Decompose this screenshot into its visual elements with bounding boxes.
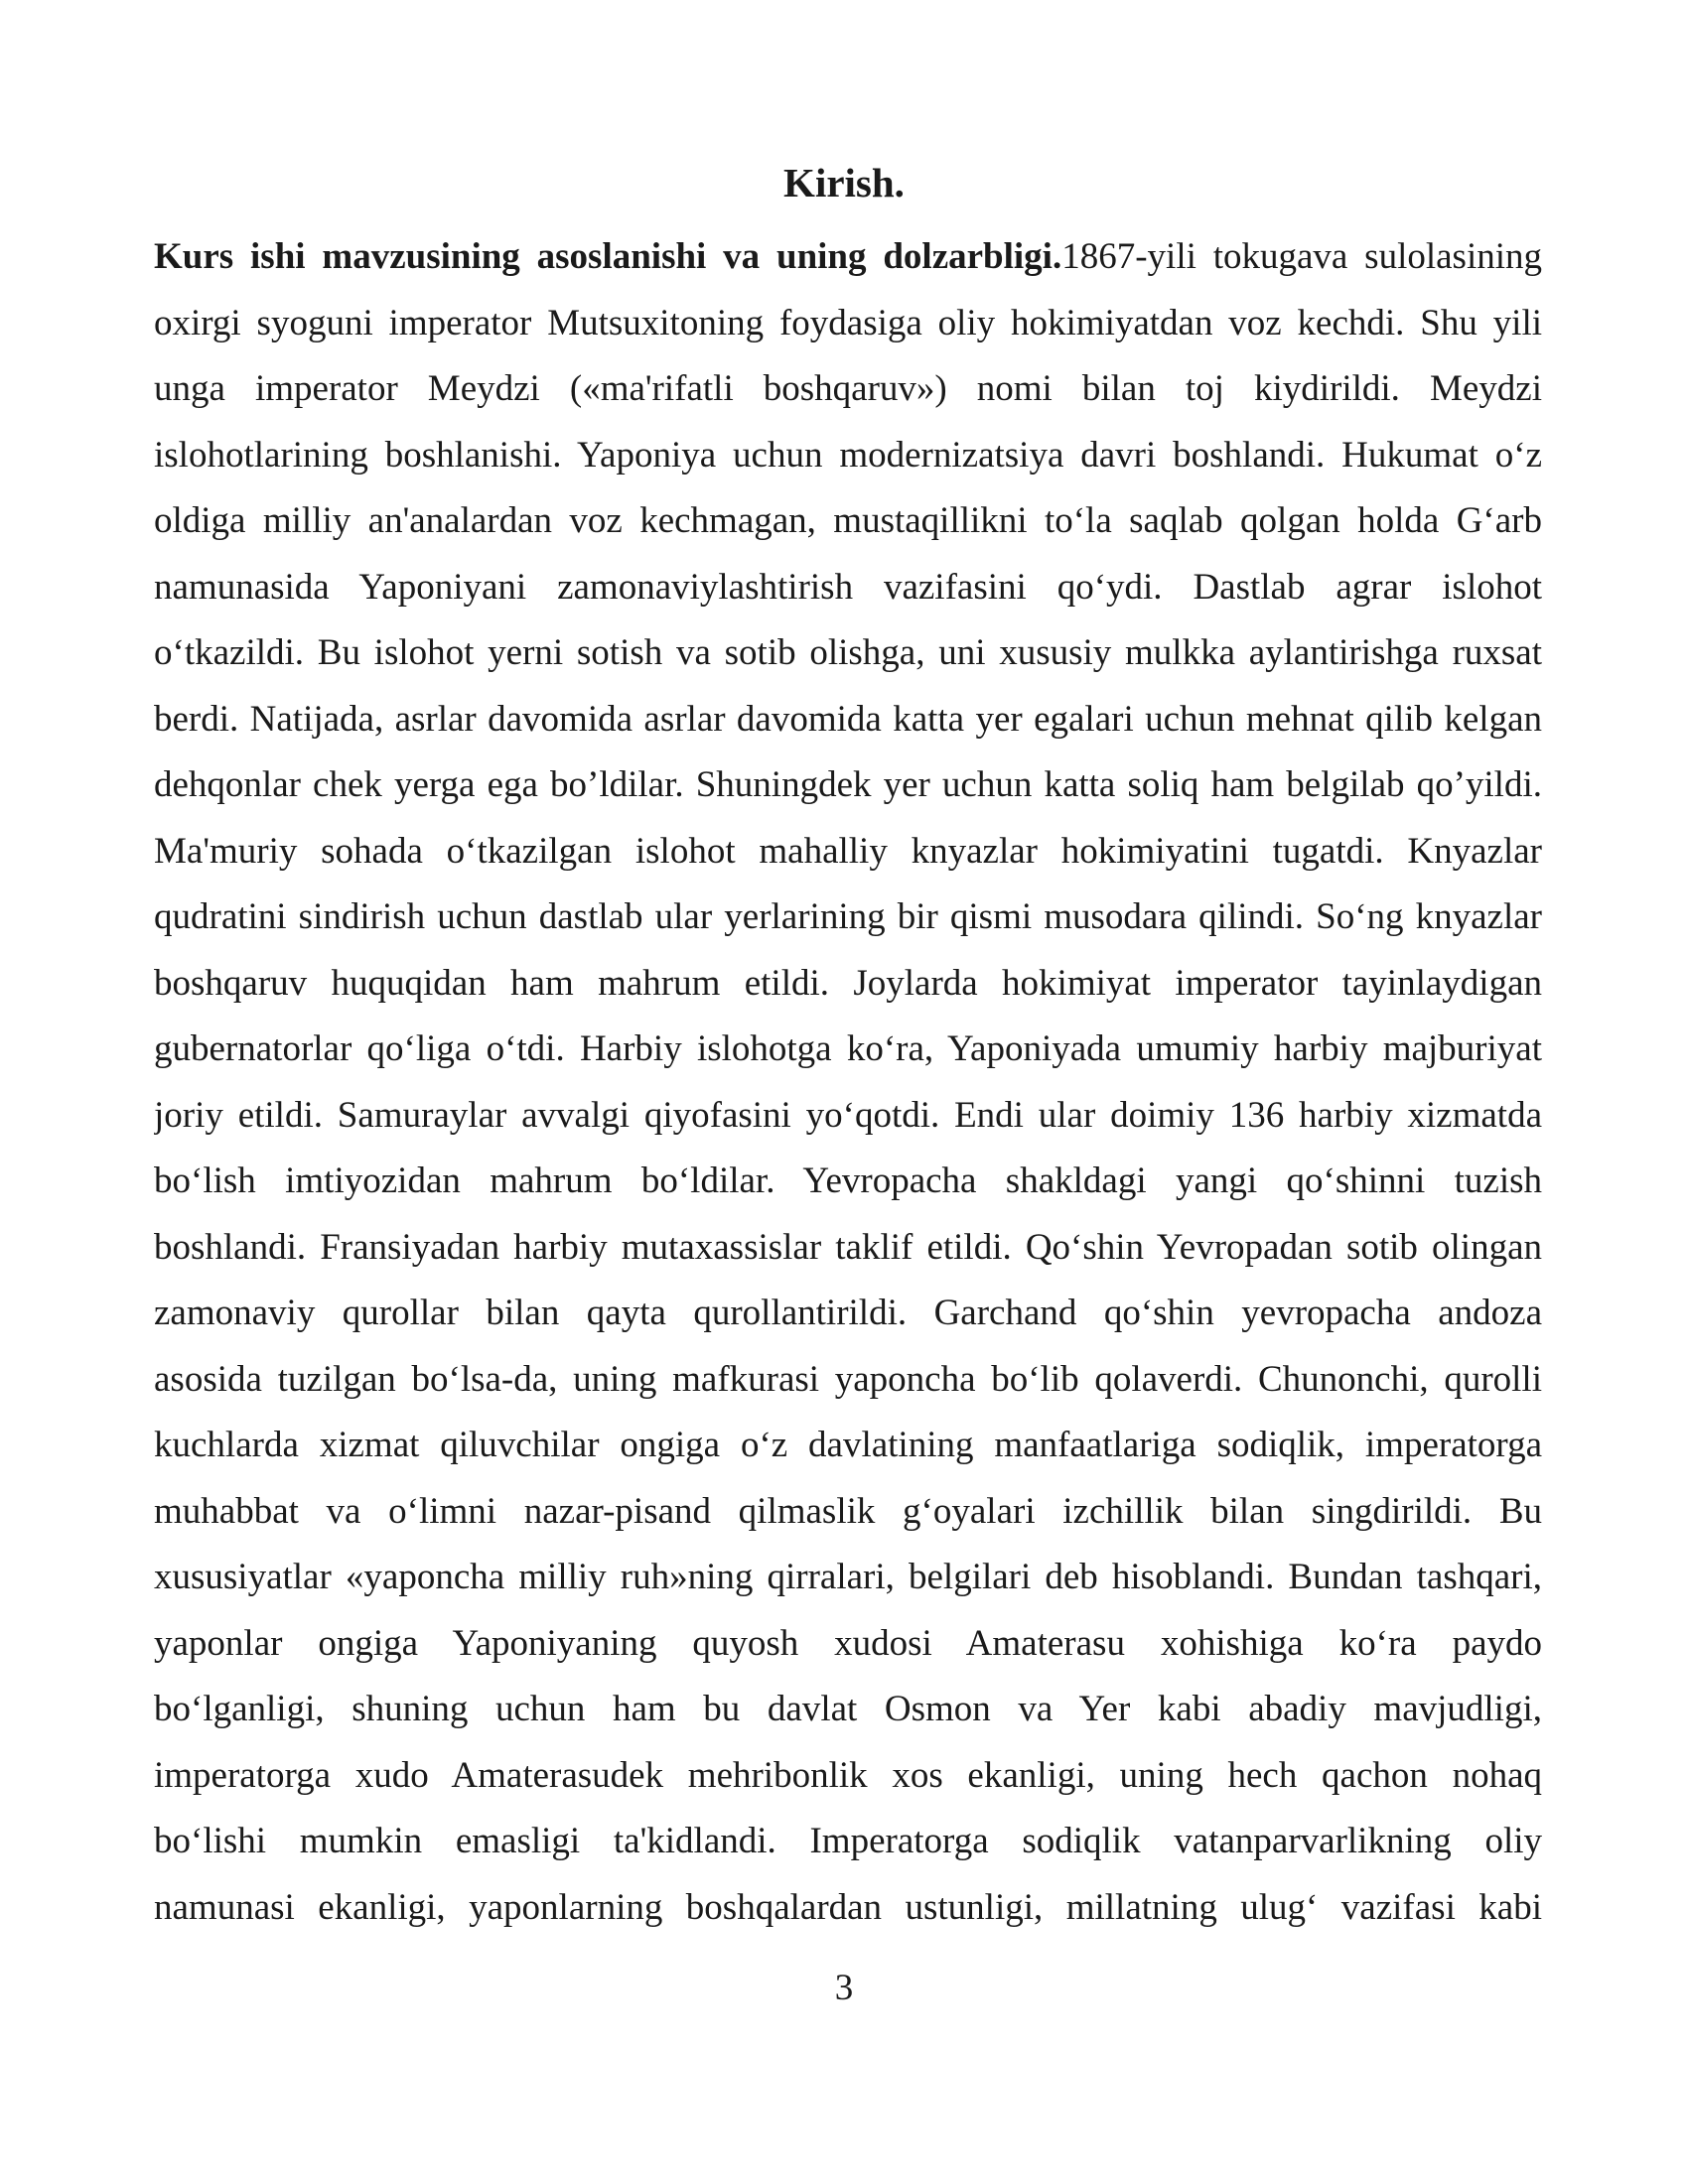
text-line: yaponlar ongiga Yaponiyaning quyosh xudosi Amaterasu xohishiga ko‘ra paydo xyxy=(154,1622,1542,1664)
text-line: bo‘lish imtiyozidan mahrum bo‘ldilar. Yevropacha shakldagi yangi qo‘shinni tuzish xyxy=(154,1160,1542,1201)
text-line: unga imperator Meydzi («ma'rifatli boshqaruv») nomi bilan toj kiydirildi. Meydzi xyxy=(154,368,1542,409)
text-line: Ma'muriy sohada o‘tkazilgan islohot mahalliy knyazlar hokimiyatini tugatdi. Knyazlar xyxy=(154,830,1542,872)
lead-text: 1867-yili tokugava sulolasining xyxy=(1061,236,1542,277)
text-line: o‘tkazildi. Bu islohot yerni sotish va sotib olishga, uni xususiy mulkka aylantirishga ruxsat xyxy=(154,632,1542,673)
text-line: xususiyatlar «yaponcha milliy ruh»ning qirralari, belgilari deb hisoblandi. Bundan tashqari, xyxy=(154,1557,1542,1597)
text-line: gubernatorlar qo‘liga o‘tdi. Harbiy islohotga ko‘ra, Yaponiyada umumiy harbiy majburiyat xyxy=(154,1028,1542,1069)
text-line: islohotlarining boshlanishi. Yaponiya uchun modernizatsiya davri boshlandi. Hukumat o‘z xyxy=(154,434,1542,476)
text-line: oxirgi syoguni imperator Mutsuxitoning foydasiga oliy hokimiyatdan voz kechdi. Shu yili xyxy=(154,302,1542,343)
text-line: muhabbat va o‘limni nazar-pisand qilmaslik g‘oyalari izchillik bilan singdirildi. Bu xyxy=(154,1490,1542,1532)
text-line: bo‘lganligi, shuning uchun ham bu davlat Osmon va Yer kabi abadiy mavjudligi, xyxy=(154,1689,1542,1729)
text-line: boshqaruv huquqidan ham mahrum etildi. Joylarda hokimiyat imperator tayinlaydigan xyxy=(154,962,1542,1004)
page-number: 3 xyxy=(834,1968,854,2008)
text-line: oldiga milliy an'analardan voz kechmagan, mustaqillikni to‘la saqlab qolgan holda G‘arb xyxy=(154,500,1542,541)
body-paragraph xyxy=(154,224,1542,1941)
text-line: joriy etildi. Samuraylar avvalgi qiyofasini yo‘qotdi. Endi ular doimiy 136 harbiy xizmatda xyxy=(154,1094,1542,1136)
page-title: Kirish. xyxy=(783,160,905,205)
text-line: imperatorga xudo Amaterasudek mehribonlik xos ekanligi, uning hech qachon nohaq xyxy=(154,1754,1542,1796)
text-line: berdi. Natijada, asrlar davomida asrlar davomida katta yer egalari uchun mehnat qilib kelgan xyxy=(154,698,1542,740)
text-line xyxy=(154,224,1542,291)
text-line: bo‘lishi mumkin emasligi ta'kidlandi. Imperatorga sodiqlik vatanparvarlikning oliy xyxy=(154,1821,1542,1861)
text-line: zamonaviy qurollar bilan qayta qurollantirildi. Garchand qo‘shin yevropacha andoza xyxy=(154,1293,1542,1333)
text-line: kuchlarda xizmat qiluvchilar ongiga o‘z davlatining manfaatlariga sodiqlik, imperatorga xyxy=(154,1425,1542,1465)
text-line: namunasida Yaponiyani zamonaviylashtirish vazifasini qo‘ydi. Dastlab agrar islohot xyxy=(154,566,1542,608)
lead-heading: Kurs ishi mavzusining asoslanishi va uning dolzarbligi. xyxy=(154,236,1062,277)
text-line: namunasi ekanligi, yaponlarning boshqalardan ustunligi, millatning ulug‘ vazifasi kabi xyxy=(154,1886,1542,1928)
text-line: boshlandi. Fransiyadan harbiy mutaxassislar taklif etildi. Qo‘shin Yevropadan sotib olingan xyxy=(154,1226,1542,1268)
text-line: qudratini sindirish uchun dastlab ular yerlarining bir qismi musodara qilindi. So‘ng knyazlar xyxy=(154,896,1542,937)
text-line: dehqonlar chek yerga ega bo’ldilar. Shuningdek yer uchun katta soliq ham belgilab qo’yildi. xyxy=(154,764,1542,805)
text-line: asosida tuzilgan bo‘lsa-da, uning mafkurasi yaponcha bo‘lib qolaverdi. Chunonchi, qurolli xyxy=(154,1358,1542,1400)
